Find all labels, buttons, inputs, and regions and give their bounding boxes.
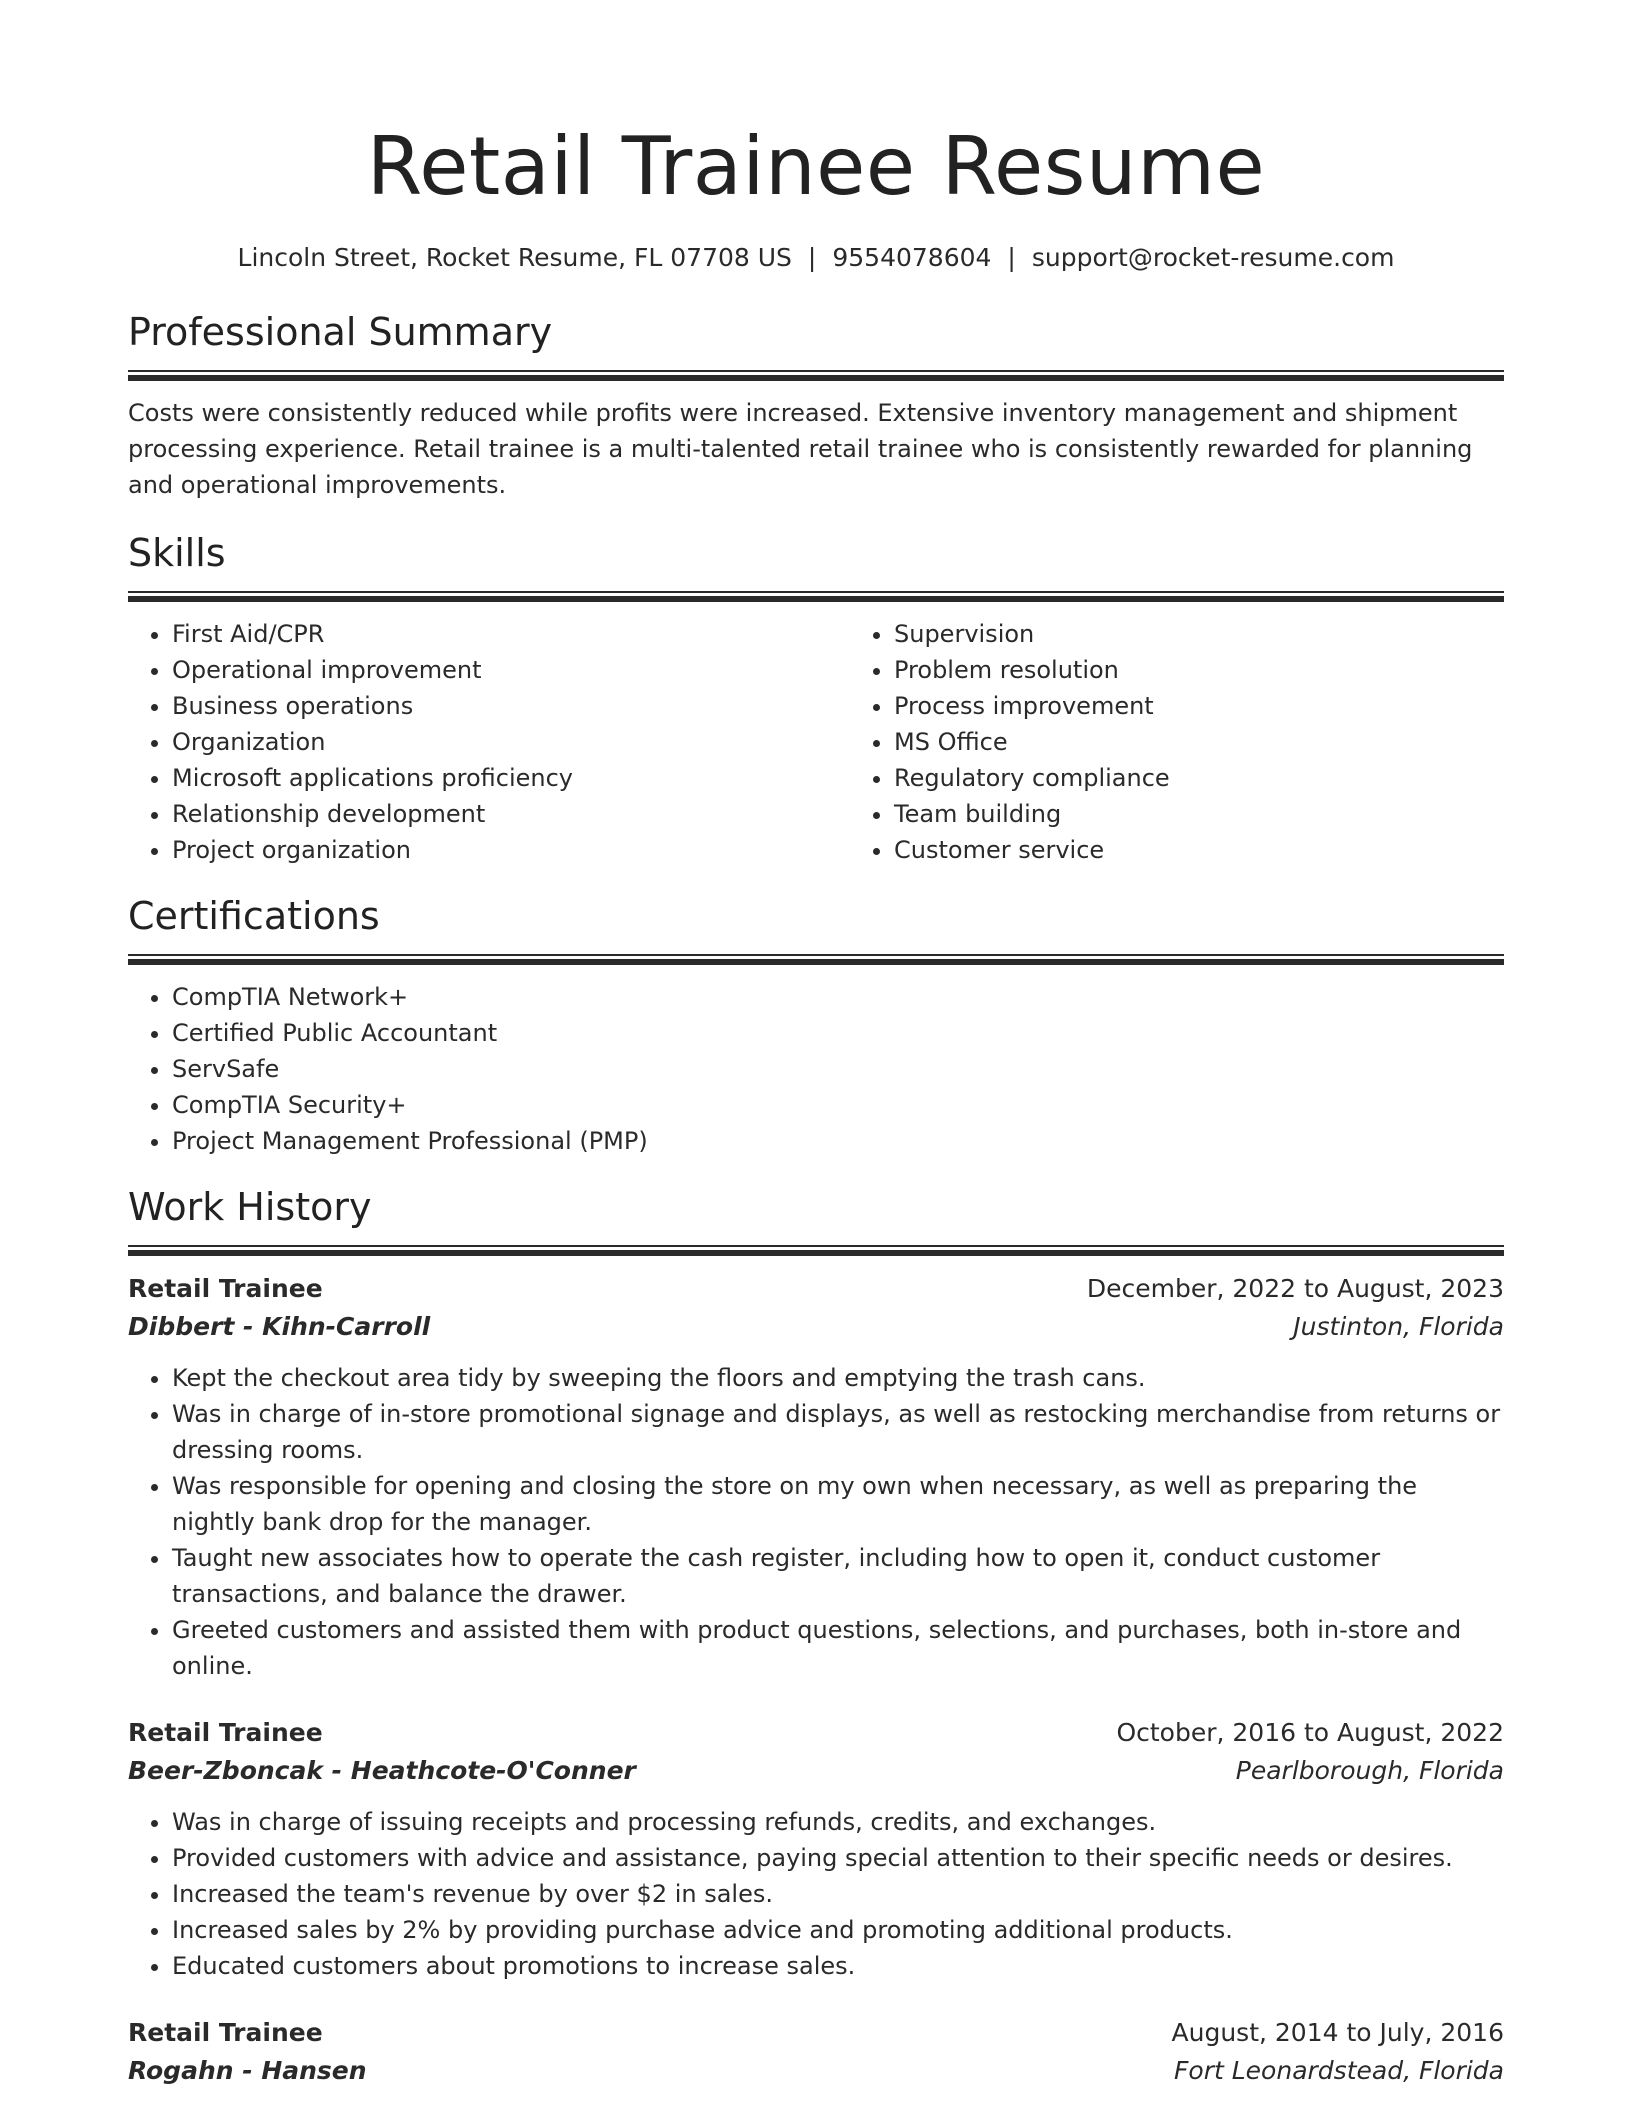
job-dates: December, 2022 to August, 2023 <box>1086 1274 1504 1303</box>
work-history-section <box>128 1181 1504 2090</box>
job-entry <box>128 2014 1504 2090</box>
list-item: • Increased sales by 2% by providing purchase advice and promoting additional products. <box>172 1912 1504 1948</box>
job-company-row <box>128 2052 1504 2090</box>
certifications-list <box>128 979 1504 1159</box>
contact-line <box>128 240 1504 276</box>
list-item: • Project organization <box>172 832 850 868</box>
work-history-heading: Work History <box>128 1185 372 1229</box>
job-company-row <box>128 1308 1504 1346</box>
contact-email: support@rocket-resume.com <box>1031 243 1395 272</box>
skills-list-right <box>850 616 1572 868</box>
skills-heading: Skills <box>128 531 226 575</box>
list-item: • Team building <box>894 796 1572 832</box>
list-item: • Regulatory compliance <box>894 760 1572 796</box>
job-dates: August, 2014 to July, 2016 <box>1171 2018 1504 2047</box>
job-header-row <box>128 2014 1504 2052</box>
job-location: Pearlborough, Florida <box>1235 1756 1504 1785</box>
contact-address: Lincoln Street, Rocket Resume, FL 07708 US <box>237 243 792 272</box>
list-item: • Was responsible for opening and closing the store on my own when necessary, as well as preparing the nightly bank drop for the manager. <box>172 1468 1504 1540</box>
skills-section <box>128 527 1504 868</box>
summary-heading: Professional Summary <box>128 310 553 354</box>
job-bullets <box>128 1360 1504 1684</box>
job-company: Dibbert - Kihn-Carroll <box>128 1312 431 1341</box>
list-item: • CompTIA Network+ <box>172 979 1504 1015</box>
skills-list-left <box>128 616 850 868</box>
list-item: • Microsoft applications proficiency <box>172 760 850 796</box>
list-item: • MS Office <box>894 724 1572 760</box>
list-item: • CompTIA Security+ <box>172 1087 1504 1123</box>
contact-separator: | <box>1007 243 1016 272</box>
job-title: Retail Trainee <box>128 1718 323 1747</box>
summary-text: Costs were consistently reduced while profits were increased. Extensive inventory management and shipment processing experience. Retail trainee is a multi-talented retail trainee who is consistently rewarded for planning and operational improvements. <box>128 399 1473 499</box>
list-item: • Greeted customers and assisted them with product questions, selections, and purchases, both in-store and online. <box>172 1612 1504 1684</box>
list-item: • Supervision <box>894 616 1572 652</box>
certifications-heading: Certifications <box>128 894 380 938</box>
list-item: • Business operations <box>172 688 850 724</box>
contact-phone: 9554078604 <box>832 243 992 272</box>
list-item: • Organization <box>172 724 850 760</box>
job-location: Justinton, Florida <box>1293 1312 1504 1341</box>
job-entry <box>128 1270 1504 1684</box>
job-company-row <box>128 1752 1504 1790</box>
job-header-row <box>128 1714 1504 1752</box>
list-item: • Project Management Professional (PMP) <box>172 1123 1504 1159</box>
list-item: • First Aid/CPR <box>172 616 850 652</box>
section-divider <box>128 1245 1504 1256</box>
job-title: Retail Trainee <box>128 2018 323 2047</box>
summary-section <box>128 306 1504 503</box>
job-company: Beer-Zboncak - Heathcote-O'Conner <box>128 1756 636 1785</box>
certifications-section <box>128 890 1504 1159</box>
section-divider <box>128 591 1504 602</box>
section-divider <box>128 954 1504 965</box>
contact-separator: | <box>807 243 817 272</box>
list-item: • Kept the checkout area tidy by sweeping the floors and emptying the trash cans. <box>172 1360 1504 1396</box>
list-item: • Was in charge of issuing receipts and processing refunds, credits, and exchanges. <box>172 1804 1504 1840</box>
list-item: • Operational improvement <box>172 652 850 688</box>
job-location: Fort Leonardstead, Florida <box>1174 2056 1504 2085</box>
list-item: • Increased the team's revenue by over $2 in sales. <box>172 1876 1504 1912</box>
section-divider <box>128 370 1504 381</box>
job-title: Retail Trainee <box>128 1274 323 1303</box>
list-item: • Customer service <box>894 832 1572 868</box>
resume-title: Retail Trainee Resume <box>366 120 1266 213</box>
job-bullets <box>128 1804 1504 1984</box>
job-company: Rogahn - Hansen <box>128 2056 367 2085</box>
skills-grid <box>128 602 1504 868</box>
job-dates: October, 2016 to August, 2022 <box>1116 1718 1504 1747</box>
list-item: • Problem resolution <box>894 652 1572 688</box>
job-header-row <box>128 1270 1504 1308</box>
list-item: • Relationship development <box>172 796 850 832</box>
list-item: • Process improvement <box>894 688 1572 724</box>
list-item: • Provided customers with advice and assistance, paying special attention to their specific needs or desires. <box>172 1840 1504 1876</box>
list-item: • Taught new associates how to operate the cash register, including how to open it, conduct customer transactions, and balance the drawer. <box>172 1540 1504 1612</box>
list-item: • Certified Public Accountant <box>172 1015 1504 1051</box>
list-item: • ServSafe <box>172 1051 1504 1087</box>
list-item: • Educated customers about promotions to increase sales. <box>172 1948 1504 1984</box>
list-item: • Was in charge of in-store promotional signage and displays, as well as restocking merchandise from returns or dressing rooms. <box>172 1396 1504 1468</box>
job-entry <box>128 1714 1504 1984</box>
